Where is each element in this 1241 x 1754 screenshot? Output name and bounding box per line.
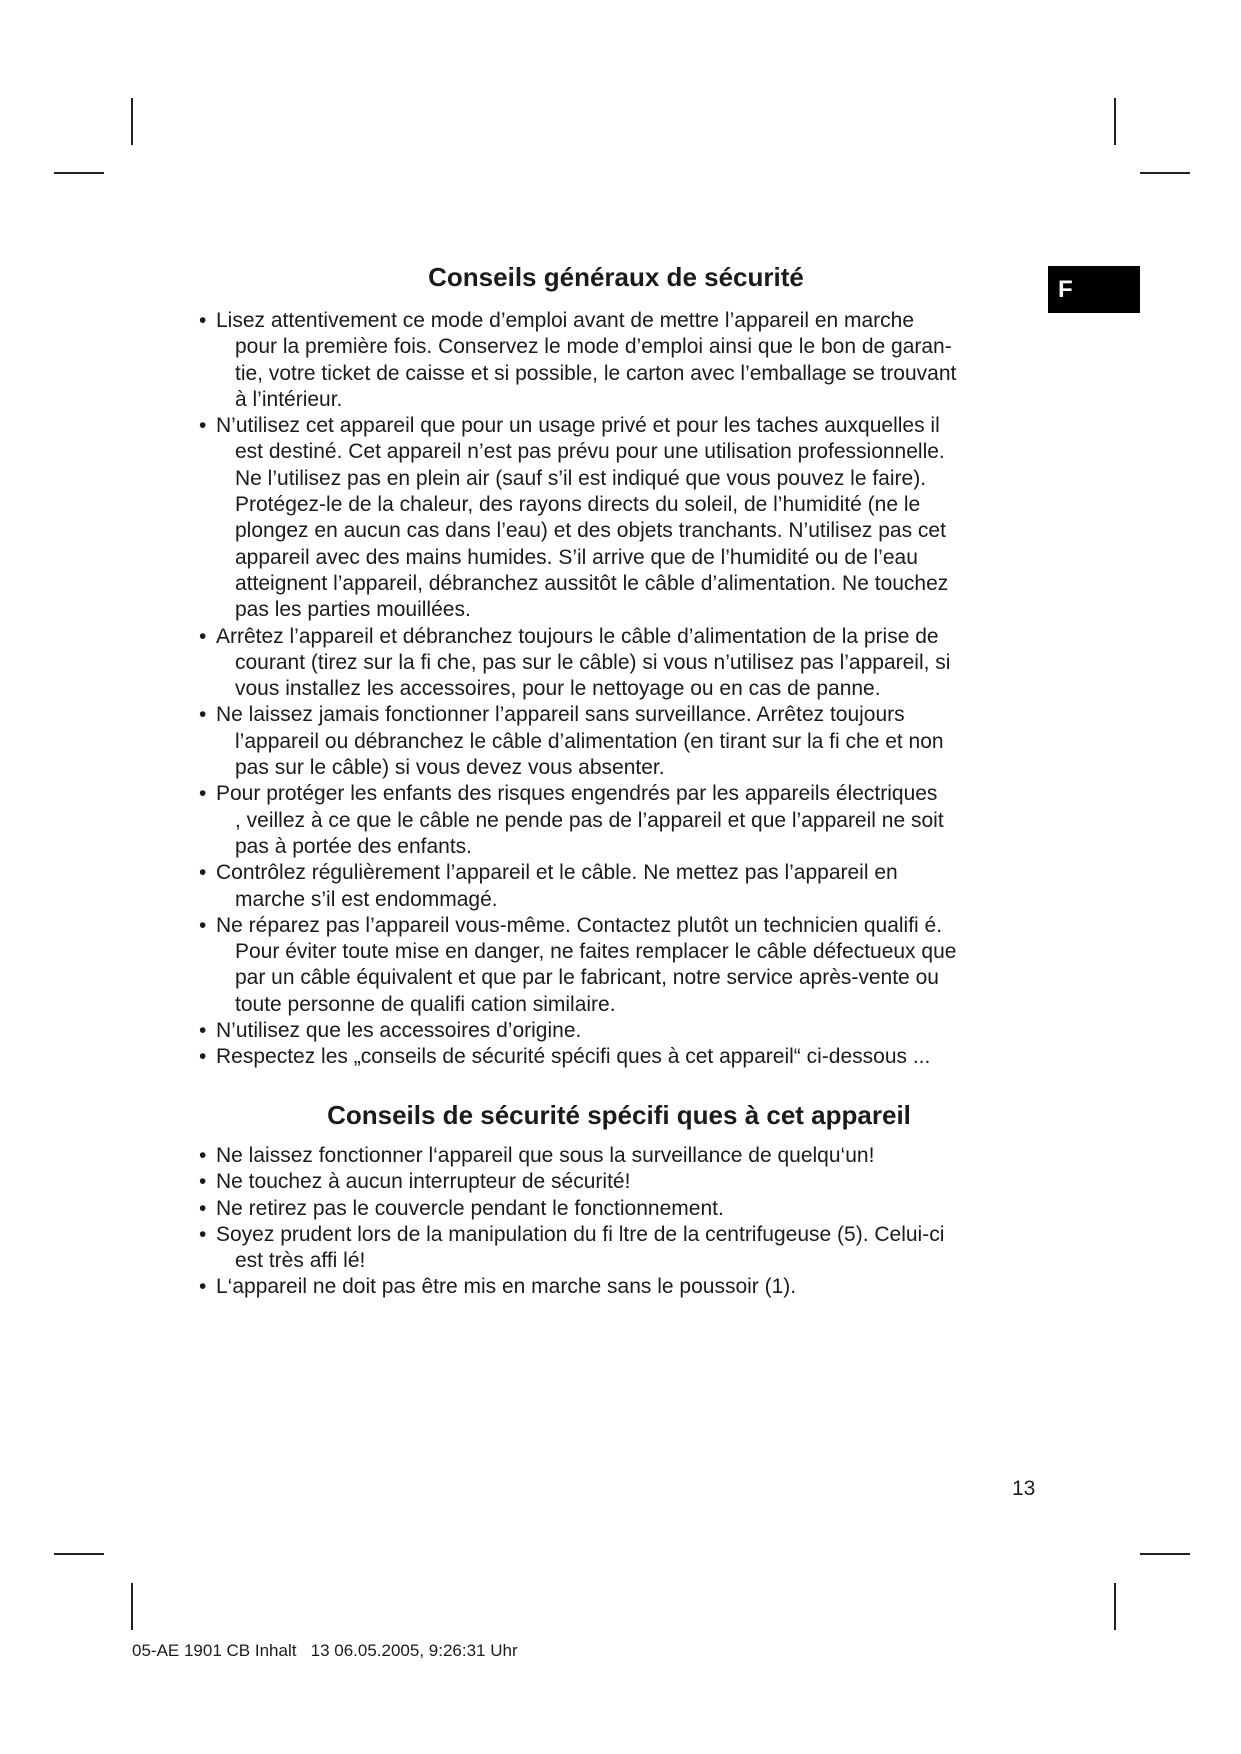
list-item-line: pour la première fois. Conservez le mode d’emploi ainsi que le bon de garan- (235, 335, 952, 359)
list-item-line: Ne laissez fonctionner l‘appareil que sous la surveillance de quelqu‘un! (216, 1144, 875, 1167)
section-title: Conseils de sécurité spécifi ques à cet appareil (327, 1100, 911, 1130)
list-item-line: toute personne de qualifi cation similaire. (235, 992, 616, 1016)
list-item-line: tie, votre ticket de caisse et si possible, le carton avec l’emballage se trouvant (235, 361, 957, 385)
bullet-icon: • (199, 309, 207, 332)
list-item (0, 1274, 1241, 1300)
list-item (0, 702, 1241, 781)
list-item (0, 308, 1241, 413)
list-item-line: appareil avec des mains humides. S’il arrive que de l’humidité ou de l’eau (235, 545, 918, 569)
bullet-icon: • (199, 1019, 207, 1043)
list-item-line: Ne retirez pas le couvercle pendant le fonctionnement. (216, 1196, 724, 1220)
list-item-line: Pour protéger les enfants des risques engendrés par les appareils électriques (216, 782, 938, 806)
list-item-line: Respectez les „conseils de sécurité spécifi ques à cet appareil“ ci-dessous ... (216, 1045, 931, 1069)
list-item-line: vous installez les accessoires, pour le nettoyage ou en cas de panne. (235, 677, 881, 701)
section-title: Conseils généraux de sécurité (428, 262, 804, 292)
list-item (0, 860, 1241, 913)
list-item (0, 781, 1241, 860)
bullet-icon: • (199, 414, 207, 438)
crop-mark (1114, 98, 1116, 145)
bullet-icon: • (199, 1275, 207, 1299)
list-item (0, 1044, 1241, 1070)
list-item (0, 1196, 1241, 1222)
list-item-line: Soyez prudent lors de la manipulation du fi ltre de la centrifugeuse (5). Celui-ci (216, 1222, 945, 1246)
list-item (0, 1018, 1241, 1044)
list-item-line: est très affi lé! (235, 1249, 366, 1273)
page-number: 13 (1012, 1477, 1036, 1500)
list-item-line: pas les parties mouillées. (235, 598, 471, 622)
list-item-line: N’utilisez cet appareil que pour un usage privé et pour les taches auxquelles il (216, 414, 940, 438)
bullet-icon: • (199, 913, 207, 937)
crop-mark (131, 98, 133, 145)
bullet-icon: • (199, 624, 207, 648)
crop-mark (54, 1553, 104, 1555)
bullet-icon: • (199, 1196, 207, 1220)
list-item-line: est destiné. Cet appareil n’est pas prévu pour une utilisation professionnelle. (235, 440, 945, 464)
list-item-line: N’utilisez que les accessoires d’origine. (216, 1019, 582, 1043)
list-item-line: Ne touchez à aucun interrupteur de sécurité! (216, 1170, 631, 1194)
crop-mark (1114, 1583, 1116, 1630)
list-item-line: courant (tirez sur la fi che, pas sur le câble) si vous n’utilisez pas l’appareil, si (235, 650, 951, 674)
bullet-icon: • (199, 1170, 207, 1194)
list-item-line: Ne réparez pas l’appareil vous-même. Contactez plutôt un technicien qualifi é. (216, 913, 943, 937)
list-item-line: marche s’il est endommagé. (235, 887, 498, 911)
list-item-line: l’appareil ou débranchez le câble d’alimentation (en tirant sur la fi che et non (235, 729, 944, 753)
list-item-line: pas sur le câble) si vous devez vous absenter. (235, 756, 665, 780)
bullet-icon: • (199, 1045, 207, 1069)
crop-mark (1140, 172, 1190, 174)
list-item (0, 1222, 1241, 1275)
bullet-icon: • (199, 703, 207, 727)
bullet-list (0, 1143, 1241, 1301)
list-item-line: atteignent l’appareil, débranchez aussitôt le câble d’alimentation. Ne touchez (235, 571, 949, 595)
bullet-icon: • (199, 782, 207, 806)
bullet-icon: • (199, 1144, 207, 1167)
bullet-icon: • (199, 861, 207, 885)
list-item-line: Arrêtez l’appareil et débranchez toujours le câble d’alimentation de la prise de (216, 624, 939, 648)
list-item-line: Ne l’utilisez pas en plein air (sauf s’il est indiqué que vous pouvez le faire). (235, 466, 927, 490)
list-item-line: Pour éviter toute mise en danger, ne faites remplacer le câble défectueux que (235, 940, 957, 964)
list-item (0, 413, 1241, 623)
language-tab-label: F (1058, 276, 1073, 303)
crop-mark (1140, 1553, 1190, 1555)
list-item-line: , veillez à ce que le câble ne pende pas de l’appareil et que l’appareil ne soit (235, 808, 944, 832)
list-item (0, 1169, 1241, 1195)
list-item-line: pas à portée des enfants. (235, 834, 472, 858)
crop-mark (54, 172, 104, 174)
list-item (0, 624, 1241, 703)
crop-mark (131, 1583, 133, 1630)
list-item-line: plongez en aucun cas dans l’eau) et des objets tranchants. N’utilisez pas cet (235, 519, 946, 543)
list-item-line: L‘appareil ne doit pas être mis en marche sans le poussoir (1). (216, 1275, 797, 1299)
bullet-list (0, 308, 1241, 1071)
list-item (0, 1143, 1241, 1169)
list-item-line: Ne laissez jamais fonctionner l’appareil sans surveillance. Arrêtez toujours (216, 703, 905, 727)
bullet-icon: • (199, 1222, 207, 1246)
print-footer: 05-AE 1901 CB Inhalt 13 06.05.2005, 9:26:31 Uhr (132, 1641, 518, 1660)
list-item-line: par un câble équivalent et que par le fabricant, notre service après-vente ou (235, 966, 939, 990)
list-item (0, 913, 1241, 1018)
list-item-line: Lisez attentivement ce mode d’emploi avant de mettre l’appareil en marche (216, 309, 915, 332)
list-item-line: à l’intérieur. (235, 387, 343, 411)
list-item-line: Contrôlez régulièrement l’appareil et le câble. Ne mettez pas l’appareil en (216, 861, 898, 885)
list-item-line: Protégez-le de la chaleur, des rayons directs du soleil, de l’humidité (ne le (235, 493, 921, 517)
